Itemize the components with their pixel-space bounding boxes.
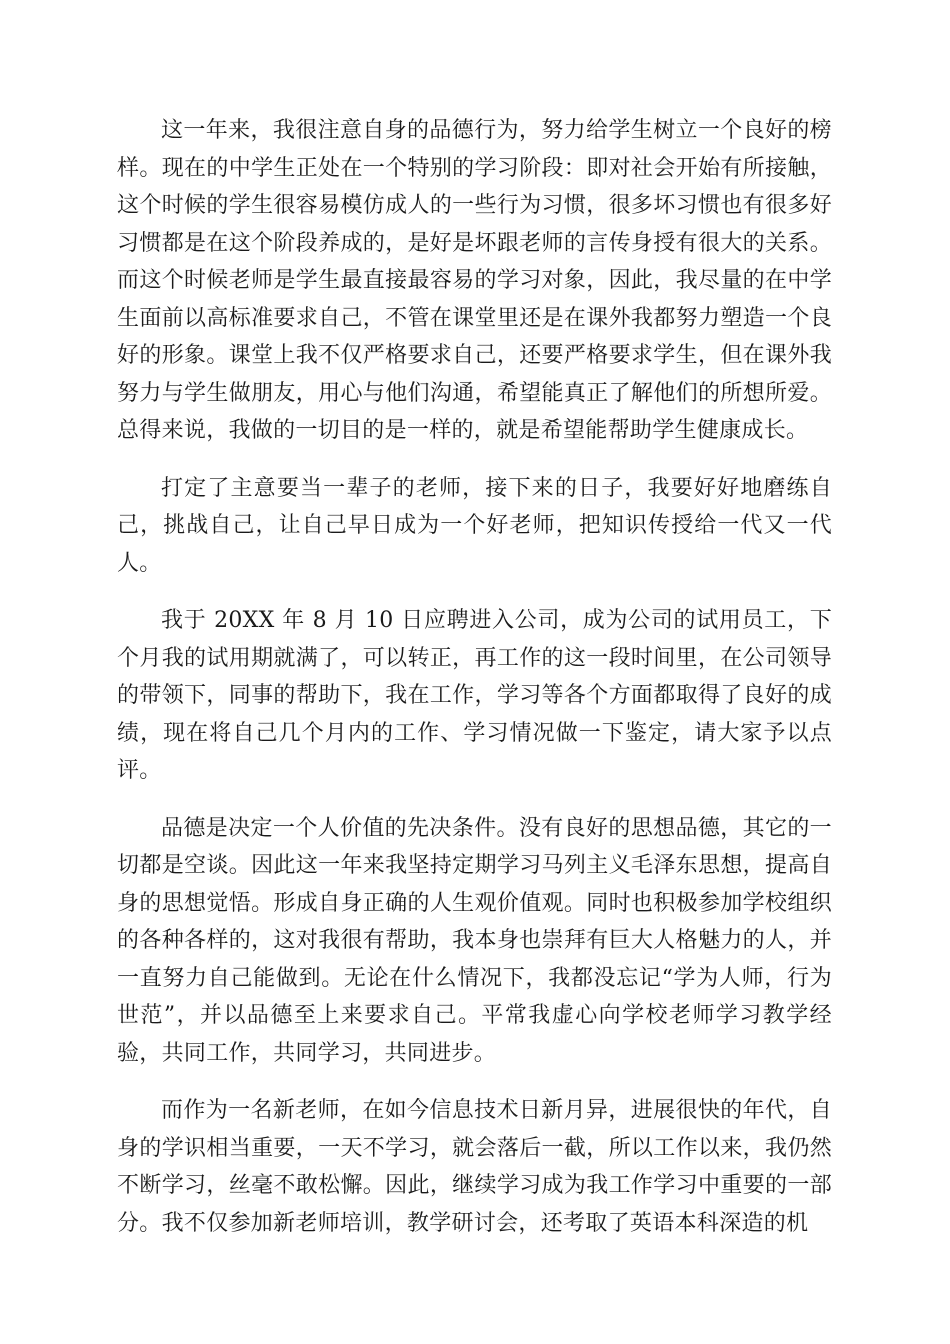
document-body — [117, 112, 832, 1262]
paragraph-3: 我于 20XX 年 8 月 10 日应聘进入公司，成为公司的试用员工，下个月我的试用期就满了，可以转正，再工作的这一段时间里，在公司领导的带领下，同事的帮助下，我在工作，学习等各个方面都取得了良好的成绩，现在将自己几个月内的工作、学习情况做一下鉴定，请大家予以点评。 — [117, 608, 832, 783]
paragraph-1: 这一年来，我很注意自身的品德行为，努力给学生树立一个良好的榜样。现在的中学生正处在一个特别的学习阶段：即对社会开始有所接触，这个时候的学生很容易模仿成人的一些行为习惯，很多坏习惯也有很多好习惯都是在这个阶段养成的，是好是坏跟老师的言传身授有很大的关系。而这个时候老师是学生最直接最容易的学习对象，因此，我尽量的在中学生面前以高标准要求自己，不管在课堂里还是在课外我都努力塑造一个良好的形象。课堂上我不仅严格要求自己，还要严格要求学生，但在课外我努力与学生做朋友，用心与他们沟通，希望能真正了解他们的所想所爱。总得来说，我做的一切目的是一样的，就是希望能帮助学生健康成长。 — [117, 118, 832, 443]
paragraph-4: 品德是决定一个人价值的先决条件。没有良好的思想品德，其它的一切都是空谈。因此这一年来我坚持定期学习马列主义毛泽东思想，提高自身的思想觉悟。形成自身正确的人生观价值观。同时也积极参加学校组织的各种各样的，这对我很有帮助，我本身也崇拜有巨大人格魅力的人，并一直努力自己能做到。无论在什么情况下，我都没忘记“学为人师，行为世范”，并以品德至上来要求自己。平常我虚心向学校老师学习教学经验，共同工作，共同学习，共同进步。 — [117, 815, 832, 1066]
paragraph-5: 而作为一名新老师，在如今信息技术日新月异，进展很快的年代，自身的学识相当重要，一天不学习，就会落后一截，所以工作以来，我仍然不断学习，丝毫不敢松懈。因此，继续学习成为我工作学习中重要的一部分。我不仅参加新老师培训，教学研讨会，还考取了英语本科深造的机 — [117, 1098, 832, 1236]
paragraph-2: 打定了主意要当一辈子的老师，接下来的日子，我要好好地磨练自己，挑战自己，让自己早日成为一个好老师，把知识传授给一代又一代人。 — [117, 475, 832, 576]
